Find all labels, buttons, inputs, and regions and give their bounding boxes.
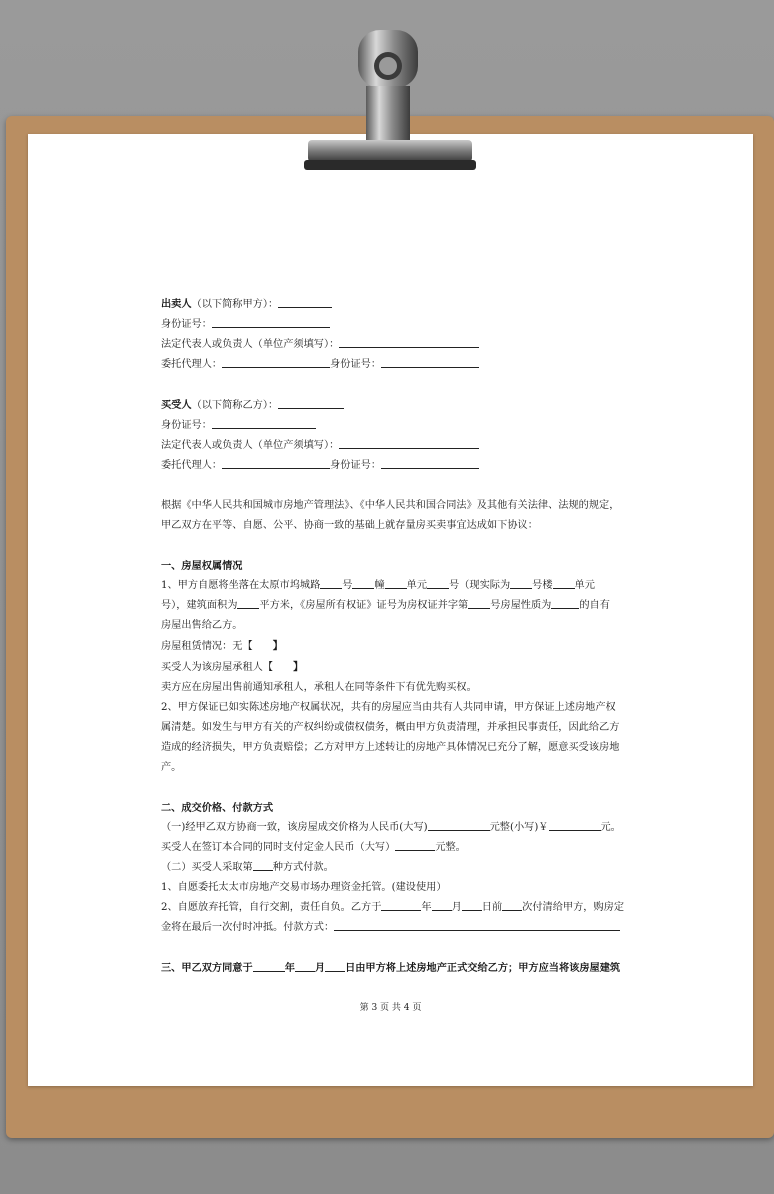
payment-detail-line: 金将在最后一次付时冲抵。付款方式： [161, 918, 631, 938]
self-settle-line: 2、自愿放弃托管，自行交割，责任自负。乙方于 年 月 日前 次付清给甲方，购房定 [161, 898, 631, 918]
certificate-blank[interactable] [468, 596, 490, 609]
property-nature-blank[interactable] [551, 596, 579, 609]
price-line: （一)经甲乙双方协商一致，该房屋成交价格为人民币(大写) 元整(小写)￥ 元。 [161, 818, 631, 838]
section-1-p2-line-2: 属清楚。如发生与甲方有关的产权纠纷或债权债务，概由甲方负责清理，并承担民事责任，因此给乙方 [161, 722, 620, 733]
unit-blank[interactable] [385, 576, 407, 589]
section-1-p1-line-2: 号），建筑面积为 平方米，《房屋所有权证》证号为房权证并字第 号房屋性质为 的自有 [161, 596, 631, 616]
pay-times-blank[interactable] [502, 898, 522, 911]
section-1-p1-line-1: 1、甲方自愿将坐落在太原市坞城路 号 幢 单元 号（现实际为 号楼 单元 [161, 576, 631, 596]
pay-year-blank[interactable] [381, 898, 421, 911]
section-2-title: 二、成交价格、付款方式 [161, 802, 274, 814]
seller-agent-line: 委托代理人： 身份证号： [161, 355, 631, 375]
buyer-legal-rep-line: 法定代表人或负责人（单位产须填写）： [161, 436, 631, 456]
section-3-line: 三、甲乙双方同意于 年 月 日由甲方将上述房地产正式交给乙方；甲方应当将该房屋建筑 [161, 958, 631, 978]
buyer-legal-rep-blank[interactable] [339, 436, 479, 449]
section-1-p2-line-1: 2、甲方保证已如实陈述房地产权属状况，共有的房屋应当由共有人共同申请，甲方保证上述房地产权 [161, 702, 616, 713]
intro-line-1: 根据《中华人民共和国城市房地产管理法》、《中华人民共和国合同法》及其他有关法律、法规的规定， [161, 500, 620, 511]
buyer-agent-line: 委托代理人： 身份证号： [161, 456, 631, 476]
pay-day-blank[interactable] [462, 898, 482, 911]
notice-line: 卖方应在房屋出售前通知承租人，承租人在同等条件下有优先购买权。 [161, 682, 477, 693]
payment-detail-blank[interactable] [334, 918, 620, 931]
seller-legal-rep-line: 法定代表人或负责人（单位产须填写）： [161, 335, 631, 355]
buyer-tenant-line: 买受人为该房屋承租人【 】 [161, 661, 304, 673]
actual-building-blank[interactable] [510, 576, 532, 589]
escrow-line: 1、自愿委托太太市房地产交易市场办理资金托管。(建设使用） [161, 882, 447, 893]
handover-year-blank[interactable] [253, 959, 285, 972]
payment-method-blank[interactable] [253, 858, 273, 871]
seller-line: 出卖人（以下简称甲方）： [161, 294, 631, 315]
page-number: 第 3 页 共 4 页 [359, 1003, 422, 1013]
handover-day-blank[interactable] [325, 959, 345, 972]
section-1-p2-line-4: 产。 [161, 762, 182, 773]
binder-clip-icon [300, 26, 478, 178]
pay-month-blank[interactable] [432, 898, 452, 911]
room-blank[interactable] [427, 576, 449, 589]
price-capital-blank[interactable] [428, 818, 490, 831]
section-1-p2-line-3: 造成的经济损失，甲方负责赔偿；乙方对甲方上述转让的房地产具体情况已充分了解，愿意买受该房地 [161, 742, 620, 753]
payment-method-line: （二）买受人采取第 种方式付款。 [161, 858, 631, 878]
deposit-line: 买受人在签订本合同的同时支付定金人民币（大写） 元整。 [161, 838, 631, 858]
buyer-name-blank[interactable] [278, 396, 344, 409]
seller-id-blank[interactable] [212, 315, 330, 328]
road-number-blank[interactable] [320, 576, 342, 589]
seller-agent-blank[interactable] [222, 355, 330, 368]
seller-name-blank[interactable] [278, 295, 332, 308]
seller-agent-id-blank[interactable] [381, 355, 479, 368]
buyer-id-blank[interactable] [212, 416, 316, 429]
seller-legal-rep-blank[interactable] [339, 335, 479, 348]
contract-body [161, 294, 631, 978]
area-blank[interactable] [237, 596, 259, 609]
seller-id-line: 身份证号： [161, 315, 631, 335]
price-numeric-blank[interactable] [549, 818, 601, 831]
handover-month-blank[interactable] [295, 959, 315, 972]
buyer-line: 买受人（以下简称乙方）： [161, 395, 631, 416]
deposit-blank[interactable] [395, 838, 435, 851]
actual-unit-blank[interactable] [553, 576, 575, 589]
section-1-title: 一、房屋权属情况 [161, 560, 243, 572]
document-page [28, 134, 753, 1086]
buyer-agent-blank[interactable] [222, 456, 330, 469]
buyer-agent-id-blank[interactable] [381, 456, 479, 469]
buyer-id-line: 身份证号： [161, 416, 631, 436]
section-1-p1-line-3: 房屋出售给乙方。 [161, 620, 243, 631]
intro-line-2: 甲乙双方在平等、自愿、公平、协商一致的基础上就存量房买卖事宜达成如下协议： [161, 520, 538, 531]
building-blank[interactable] [352, 576, 374, 589]
rent-status-line: 房屋租赁情况：无【 】 [161, 640, 283, 652]
